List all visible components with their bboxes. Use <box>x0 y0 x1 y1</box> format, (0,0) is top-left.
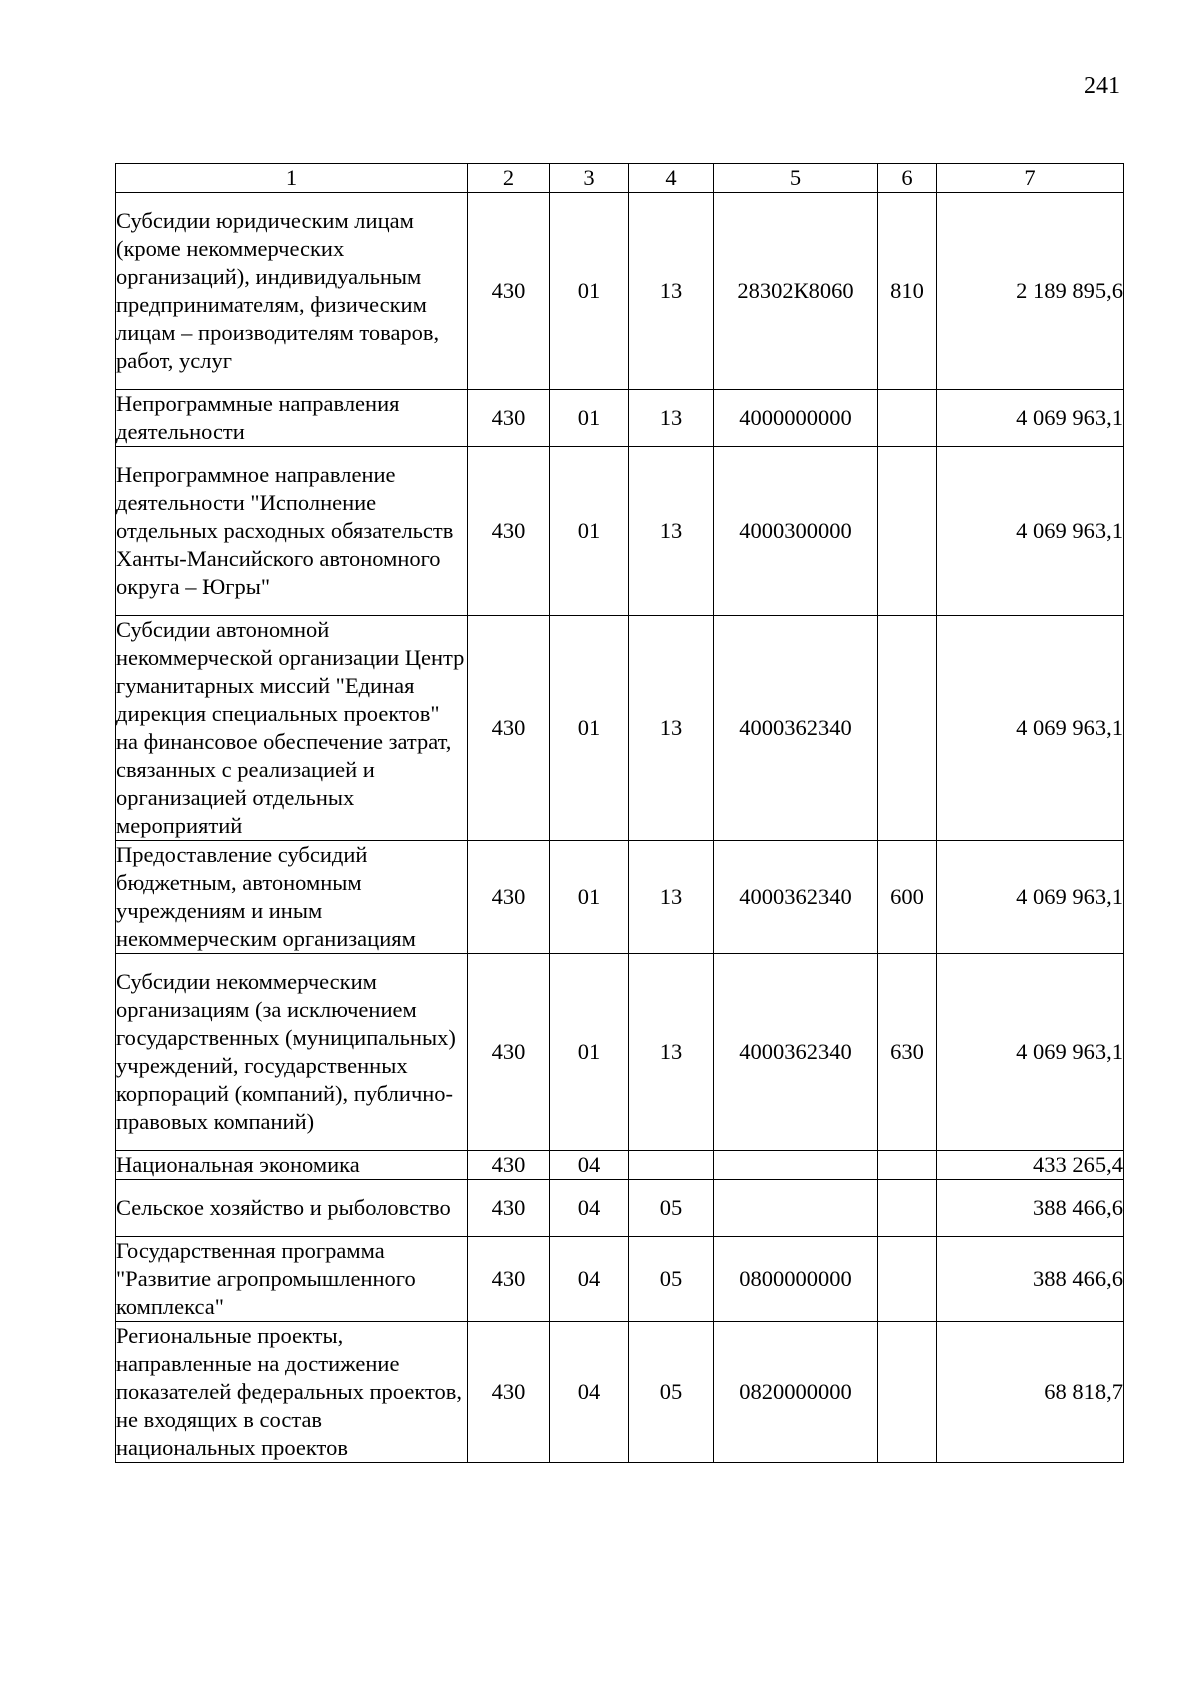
row-code-2: 430 <box>468 447 550 616</box>
row-amount: 2 189 895,6 <box>937 193 1124 390</box>
row-code-3: 01 <box>550 954 629 1151</box>
row-code-5: 4000000000 <box>714 390 878 447</box>
row-name: Национальная экономика <box>116 1151 468 1180</box>
row-code-4: 13 <box>629 841 714 954</box>
row-code-6 <box>878 1322 937 1463</box>
row-code-2: 430 <box>468 1180 550 1237</box>
row-code-6 <box>878 1180 937 1237</box>
table-row <box>116 390 1124 447</box>
row-code-2: 430 <box>468 954 550 1151</box>
row-name: Сельское хозяйство и рыболовство <box>116 1180 468 1237</box>
row-code-4: 13 <box>629 390 714 447</box>
column-header: 5 <box>714 164 878 193</box>
table-row <box>116 954 1124 1151</box>
row-code-3: 01 <box>550 193 629 390</box>
table-row <box>116 1151 1124 1180</box>
row-amount: 4 069 963,1 <box>937 841 1124 954</box>
row-code-6 <box>878 616 937 841</box>
column-header: 3 <box>550 164 629 193</box>
row-code-3: 04 <box>550 1237 629 1322</box>
row-name: Субсидии юридическим лицам (кроме некоммерческих организаций), индивидуальным предпринимателям, физическим лицам – производителям товаров, работ, услуг <box>116 193 468 390</box>
row-code-5 <box>714 1180 878 1237</box>
row-name: Региональные проекты, направленные на достижение показателей федеральных проектов, не входящих в состав национальных проектов <box>116 1322 468 1463</box>
column-header: 1 <box>116 164 468 193</box>
row-code-5: 0820000000 <box>714 1322 878 1463</box>
row-code-5: 28302К8060 <box>714 193 878 390</box>
row-name: Непрограммные направления деятельности <box>116 390 468 447</box>
row-code-6 <box>878 1151 937 1180</box>
row-code-5 <box>714 1151 878 1180</box>
row-code-5: 4000300000 <box>714 447 878 616</box>
column-header: 4 <box>629 164 714 193</box>
row-code-5: 0800000000 <box>714 1237 878 1322</box>
row-code-2: 430 <box>468 1237 550 1322</box>
row-code-3: 04 <box>550 1180 629 1237</box>
table-row <box>116 841 1124 954</box>
row-code-6 <box>878 447 937 616</box>
row-code-5: 4000362340 <box>714 954 878 1151</box>
table-row <box>116 1237 1124 1322</box>
row-code-6 <box>878 390 937 447</box>
row-amount: 388 466,6 <box>937 1180 1124 1237</box>
row-amount: 68 818,7 <box>937 1322 1124 1463</box>
page-number: 241 <box>1084 73 1120 99</box>
row-code-2: 430 <box>468 1322 550 1463</box>
row-amount: 433 265,4 <box>937 1151 1124 1180</box>
row-code-3: 01 <box>550 616 629 841</box>
row-code-2: 430 <box>468 390 550 447</box>
row-code-2: 430 <box>468 616 550 841</box>
table-row <box>116 616 1124 841</box>
table-row <box>116 1180 1124 1237</box>
row-name: Предоставление субсидий бюджетным, автономным учреждениям и иным некоммерческим организациям <box>116 841 468 954</box>
row-code-5: 4000362340 <box>714 616 878 841</box>
table-row <box>116 193 1124 390</box>
row-code-6 <box>878 1237 937 1322</box>
table-row <box>116 1322 1124 1463</box>
row-code-4: 13 <box>629 193 714 390</box>
row-amount: 4 069 963,1 <box>937 447 1124 616</box>
row-amount: 4 069 963,1 <box>937 390 1124 447</box>
row-code-6: 630 <box>878 954 937 1151</box>
column-header: 6 <box>878 164 937 193</box>
row-amount: 4 069 963,1 <box>937 954 1124 1151</box>
row-code-4: 13 <box>629 447 714 616</box>
row-code-3: 04 <box>550 1322 629 1463</box>
row-code-3: 01 <box>550 841 629 954</box>
row-code-4: 05 <box>629 1180 714 1237</box>
row-code-4: 05 <box>629 1237 714 1322</box>
row-code-6: 810 <box>878 193 937 390</box>
table-row <box>116 447 1124 616</box>
row-code-3: 04 <box>550 1151 629 1180</box>
row-name: Непрограммное направление деятельности "Исполнение отдельных расходных обязательств Ханты-Мансийского автономного округа – Югры" <box>116 447 468 616</box>
budget-table <box>115 163 1124 1463</box>
row-code-4: 05 <box>629 1322 714 1463</box>
row-code-3: 01 <box>550 390 629 447</box>
row-name: Государственная программа "Развитие агропромышленного комплекса" <box>116 1237 468 1322</box>
row-code-6: 600 <box>878 841 937 954</box>
row-code-4 <box>629 1151 714 1180</box>
column-header: 7 <box>937 164 1124 193</box>
column-header: 2 <box>468 164 550 193</box>
row-code-4: 13 <box>629 954 714 1151</box>
row-code-3: 01 <box>550 447 629 616</box>
row-code-5: 4000362340 <box>714 841 878 954</box>
row-code-2: 430 <box>468 1151 550 1180</box>
row-name: Субсидии некоммерческим организациям (за исключением государственных (муниципальных) учреждений, государственных корпораций (компаний), публично-правовых компаний) <box>116 954 468 1151</box>
row-code-4: 13 <box>629 616 714 841</box>
row-name: Субсидии автономной некоммерческой организации Центр гуманитарных миссий "Единая дирекция специальных проектов" на финансовое обеспечение затрат, связанных с реализацией и организацией отдельных мероприятий <box>116 616 468 841</box>
row-amount: 388 466,6 <box>937 1237 1124 1322</box>
row-code-2: 430 <box>468 841 550 954</box>
row-amount: 4 069 963,1 <box>937 616 1124 841</box>
table-header-row <box>116 164 1124 193</box>
row-code-2: 430 <box>468 193 550 390</box>
